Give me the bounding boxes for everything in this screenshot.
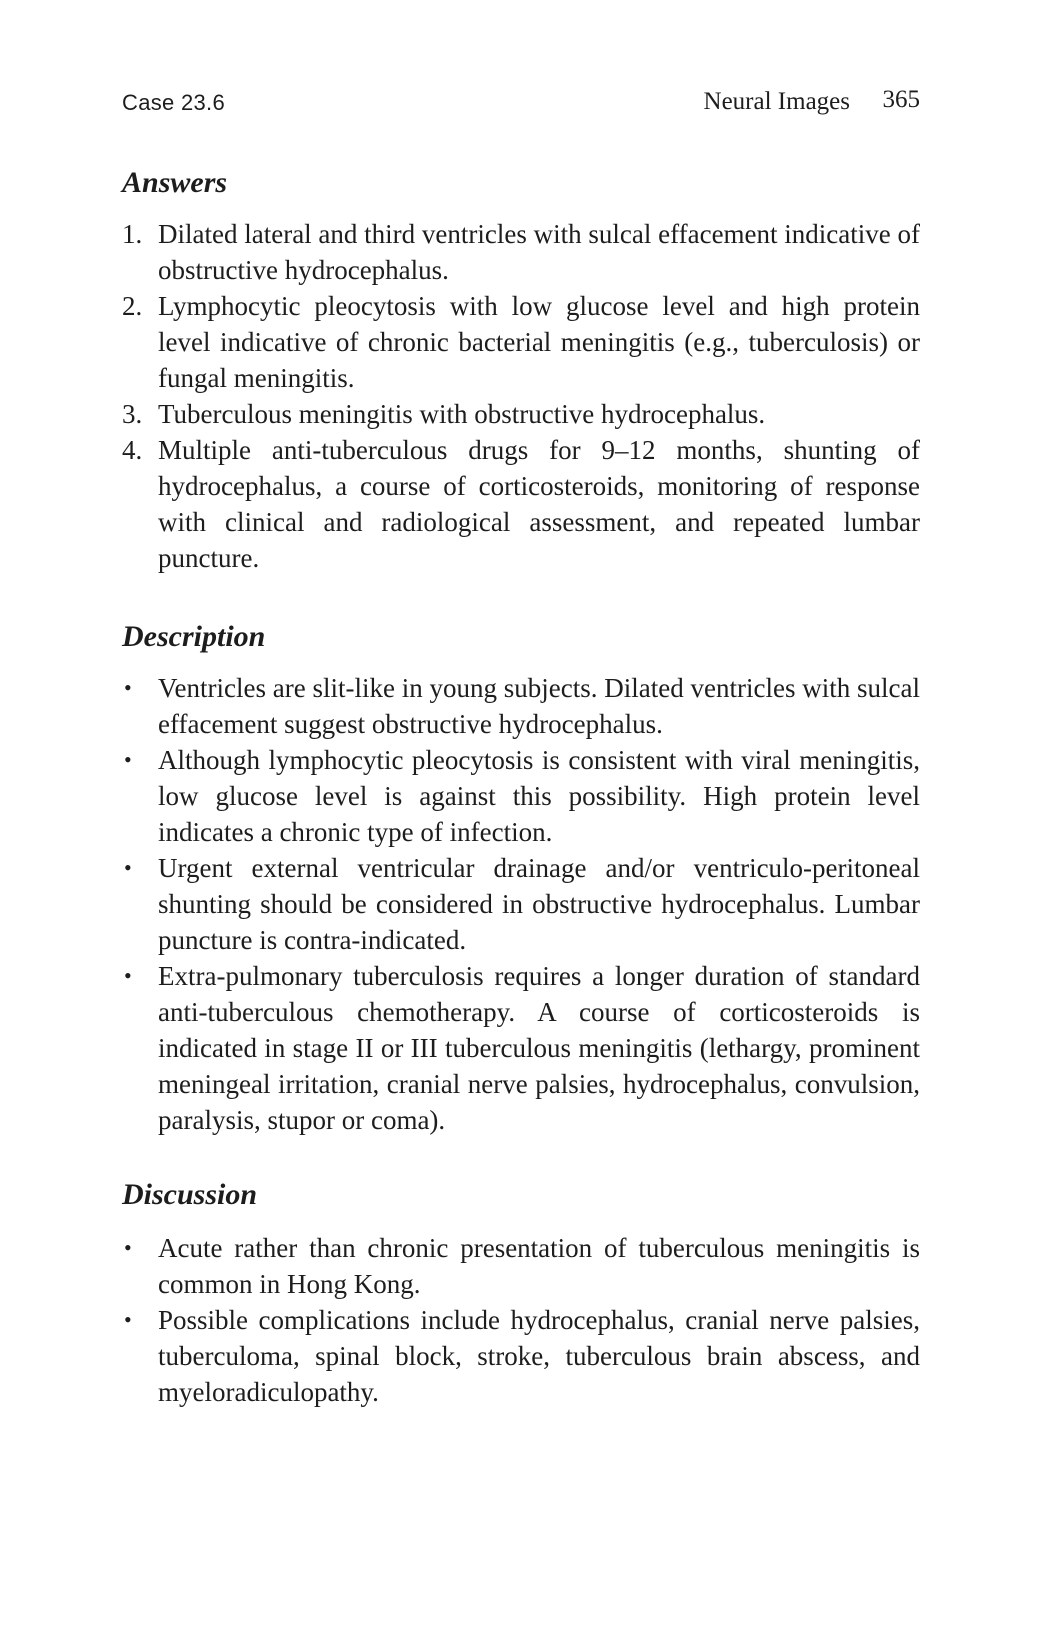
description-text: Extra-pulmonary tuberculosis requires a longer duration of standard anti-tuberculous chemotherapy. A course of corticosteroids is indicated in stage II or III tuberculous meningitis (lethargy, prominent meningeal irritation, cranial nerve palsies, hydrocephalus, convulsion, paralysis, stupor or coma). xyxy=(158,961,920,1135)
description-text: Ventricles are slit-like in young subjects. Dilated ventricles with sulcal effacement suggest obstructive hydrocephalus. xyxy=(158,673,920,739)
answer-text: Tuberculous meningitis with obstructive hydrocephalus. xyxy=(158,399,766,429)
answer-item-2 xyxy=(122,288,920,396)
answers-heading: Answers xyxy=(122,166,228,199)
answer-item-3 xyxy=(122,396,920,432)
description-list xyxy=(122,670,920,1138)
bullet-icon: • xyxy=(124,1235,132,1260)
description-item-1 xyxy=(122,670,920,742)
discussion-item-2 xyxy=(122,1302,920,1410)
answer-item-1 xyxy=(122,216,920,288)
discussion-list xyxy=(122,1230,920,1410)
bullet-icon: • xyxy=(124,747,132,772)
description-text: Urgent external ventricular drainage and/or ventriculo-peritoneal shunting should be considered in obstructive hydrocephalus. Lumbar puncture is contra-indicated. xyxy=(158,853,920,955)
answer-item-4 xyxy=(122,432,920,576)
bullet-icon: • xyxy=(124,855,132,880)
answer-text: Lymphocytic pleocytosis with low glucose level and high protein level indicative of chronic bacterial meningitis (e.g., tuberculosis) or fungal meningitis. xyxy=(158,291,920,393)
running-head xyxy=(122,86,920,126)
discussion-text: Possible complications include hydrocephalus, cranial nerve palsies, tuberculoma, spinal block, stroke, tuberculous brain abscess, and myeloradiculopathy. xyxy=(158,1305,920,1407)
answer-text: Multiple anti-tuberculous drugs for 9–12 months, shunting of hydrocephalus, a course of corticosteroids, monitoring of response with clinical and radiological assessment, and repeated lumbar puncture. xyxy=(158,435,920,573)
description-item-2 xyxy=(122,742,920,850)
answers-list xyxy=(122,216,920,576)
description-item-4 xyxy=(122,958,920,1138)
description-item-3 xyxy=(122,850,920,958)
bullet-icon: • xyxy=(124,1307,132,1332)
bullet-icon: • xyxy=(124,963,132,988)
answer-number: 4. xyxy=(122,435,143,465)
page-number: 365 xyxy=(882,86,920,113)
answer-number: 2. xyxy=(122,291,143,321)
answer-number: 3. xyxy=(122,399,143,429)
description-text: Although lymphocytic pleocytosis is consistent with viral meningitis, low glucose level is against this possibility. High protein level indicates a chronic type of infection. xyxy=(158,745,920,847)
discussion-text: Acute rather than chronic presentation of tuberculous meningitis is common in Hong Kong. xyxy=(158,1233,920,1299)
discussion-item-1 xyxy=(122,1230,920,1302)
description-heading: Description xyxy=(122,620,266,653)
running-title: Neural Images xyxy=(703,88,850,115)
answer-number: 1. xyxy=(122,219,143,249)
answer-text: Dilated lateral and third ventricles with sulcal effacement indicative of obstructive hydrocephalus. xyxy=(158,219,920,285)
case-label: Case 23.6 xyxy=(122,90,225,115)
discussion-heading: Discussion xyxy=(122,1178,258,1211)
bullet-icon: • xyxy=(124,675,132,700)
